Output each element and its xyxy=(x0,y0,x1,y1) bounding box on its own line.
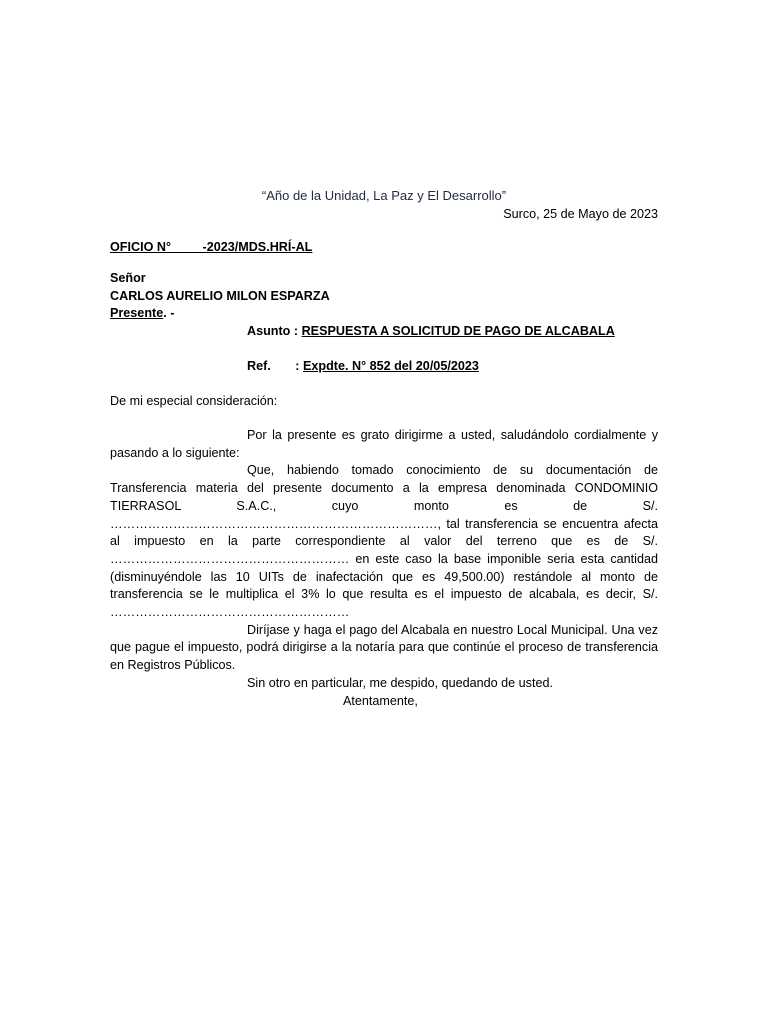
recipient-block xyxy=(110,270,330,323)
subject-line xyxy=(247,322,615,340)
reference-line xyxy=(247,357,479,375)
reference-value: Expdte. N° 852 del 20/05/2023 xyxy=(302,359,479,373)
letter-date: Surco, 25 de Mayo de 2023 xyxy=(503,207,658,221)
closing: Atentamente, xyxy=(343,694,418,708)
body-paragraph: Sin otro en particular, me despido, quedando de usted. xyxy=(247,675,553,690)
presente-label: Presente xyxy=(110,306,164,321)
recipient-name: CARLOS AURELIO MILON ESPARZA xyxy=(110,288,330,303)
body-paragraph: Que, habiendo tomado conocimiento de su documentación de Transferencia materia del presente documento a la empresa denominada CONDOMINIO TIERRASOL S.A.C., cuyo monto es de S/. ……………………………………………………………………, tal transferencia se encuentra afecta al impuesto en la parte correspondiente al valor del terreno que es de S/. ………………………………………………… en este caso la base imponible seria esta cantidad (disminuyéndole las 10 UITs de inafectación que es 49,500.00) restándole al monto de transferencia se le multiplica el 3% lo que resulta es el impuesto de alcabala, es decir, S/. ………………………………………………… xyxy=(110,463,658,620)
oficio-number: OFICIO N° -2023/MDS.HRÍ-AL xyxy=(110,240,313,254)
greeting: De mi especial consideración: xyxy=(110,394,278,408)
presente-line xyxy=(110,305,330,323)
body-paragraph: Por la presente es grato dirigirme a usted, saludándolo cordialmente y pasando a lo siguiente: xyxy=(110,428,658,460)
letter-body xyxy=(110,427,658,693)
salutation: Señor xyxy=(110,271,146,285)
year-motto: “Año de la Unidad, La Paz y El Desarrollo” xyxy=(261,188,507,203)
subject-label: Asunto : xyxy=(247,324,302,338)
subject-value: RESPUESTA A SOLICITUD DE PAGO DE ALCABALA xyxy=(301,324,615,338)
reference-label: Ref. : xyxy=(247,359,303,373)
presente-suffix: . - xyxy=(163,306,175,321)
body-paragraph: Diríjase y haga el pago del Alcabala en nuestro Local Municipal. Una vez que pague el impuesto, podrá dirigirse a la notaría para que continúe el proceso de transferencia en Registros Públicos. xyxy=(110,622,658,673)
